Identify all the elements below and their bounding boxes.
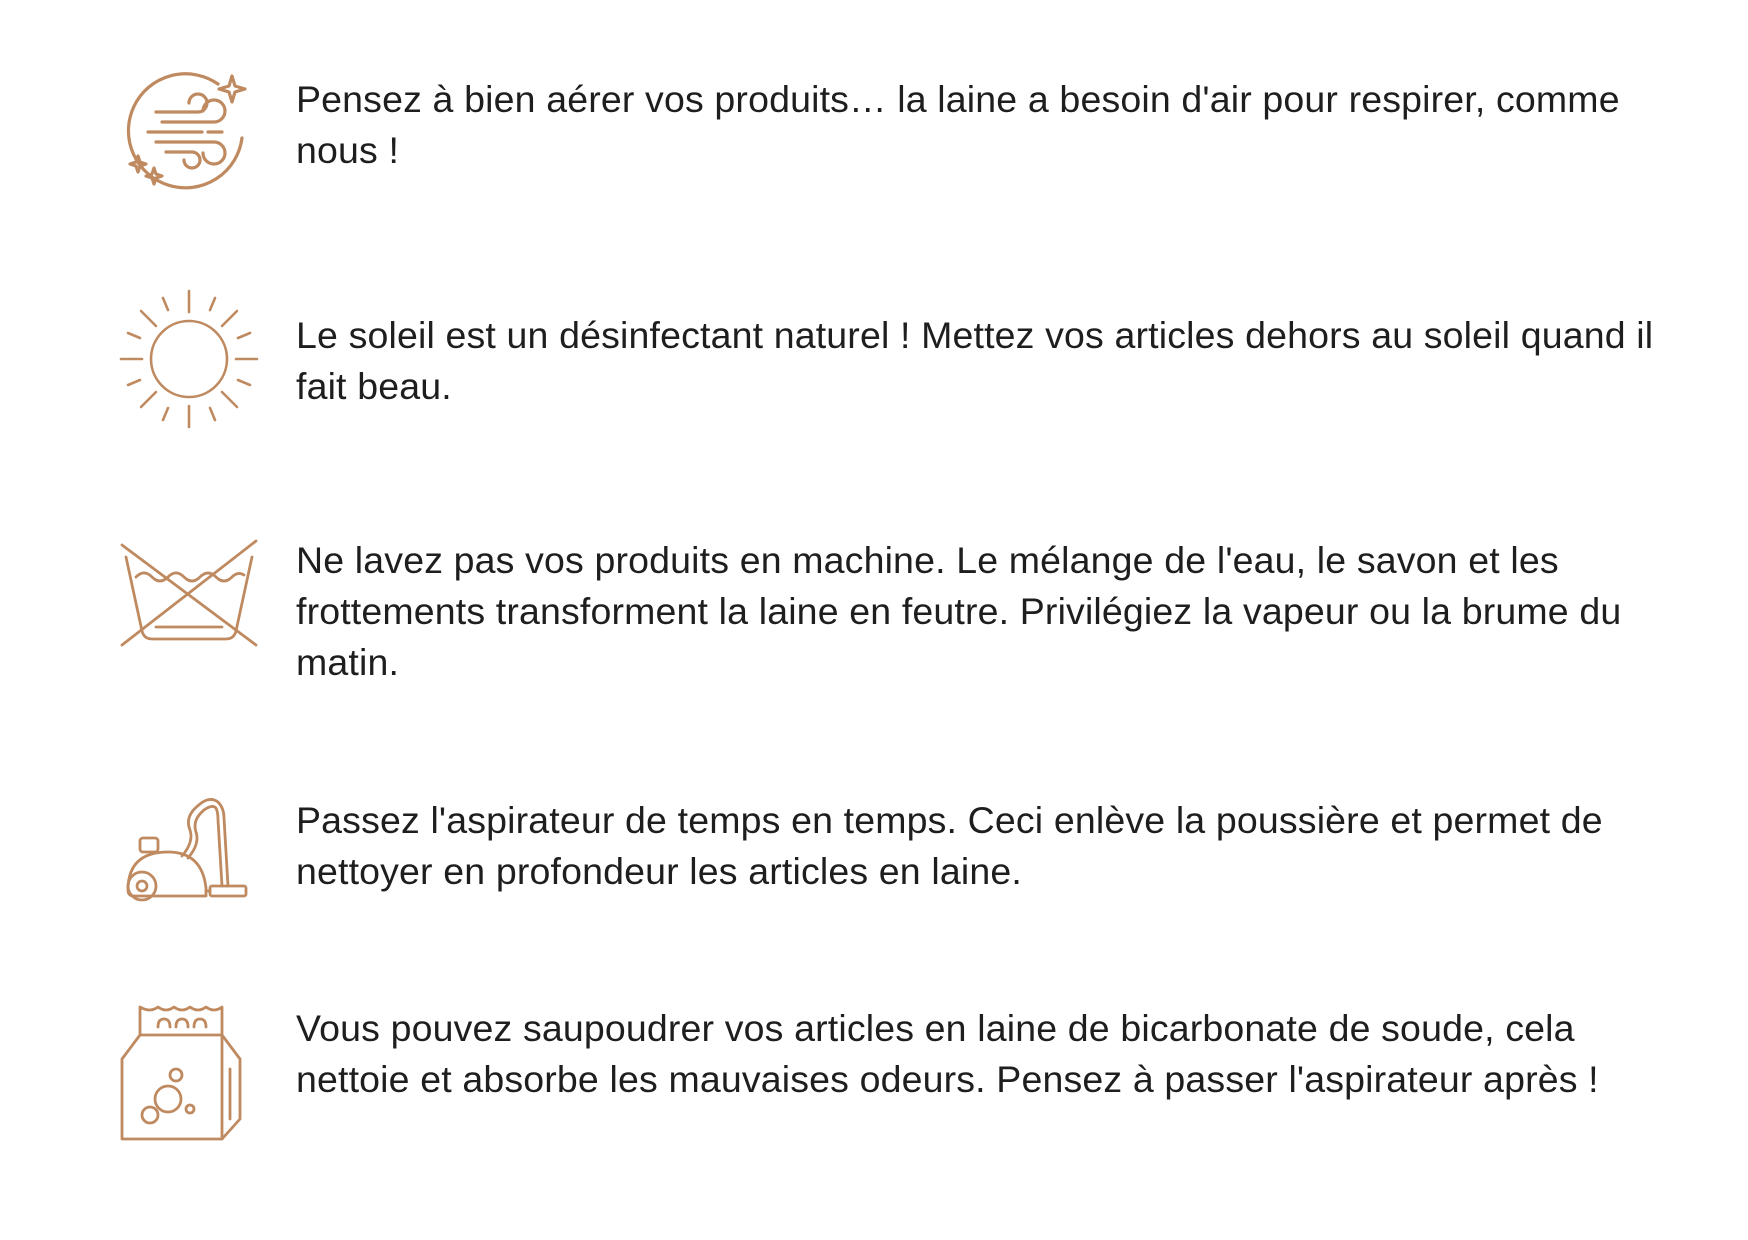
baking-soda-bag-icon: [118, 1003, 260, 1145]
vacuum-cleaner-icon: [118, 790, 260, 932]
tip-text: Le soleil est un désinfectant naturel ! Mettez vos articles dehors au soleil quand il fait beau.: [296, 314, 1654, 407]
tip-text: Ne lavez pas vos produits en machine. Le mélange de l'eau, le savon et les frottements transforment la laine en feutre. Privilégiez la vapeur ou la brume du matin.: [296, 539, 1622, 683]
tip-text: Pensez à bien aérer vos produits… la laine a besoin d'air pour respirer, comme nous !: [296, 78, 1620, 171]
tip-text: Passez l'aspirateur de temps en temps. Ceci enlève la poussière et permet de nettoyer en profondeur les articles en laine.: [296, 799, 1603, 892]
sun-icon: [118, 288, 260, 430]
wind-air-icon: [118, 60, 260, 202]
no-machine-wash-icon: [118, 537, 260, 679]
tip-text: Vous pouvez saupoudrer vos articles en laine de bicarbonate de soude, cela nettoie et absorbe les mauvaises odeurs. Pensez à passer l'aspirateur après !: [296, 1007, 1599, 1100]
